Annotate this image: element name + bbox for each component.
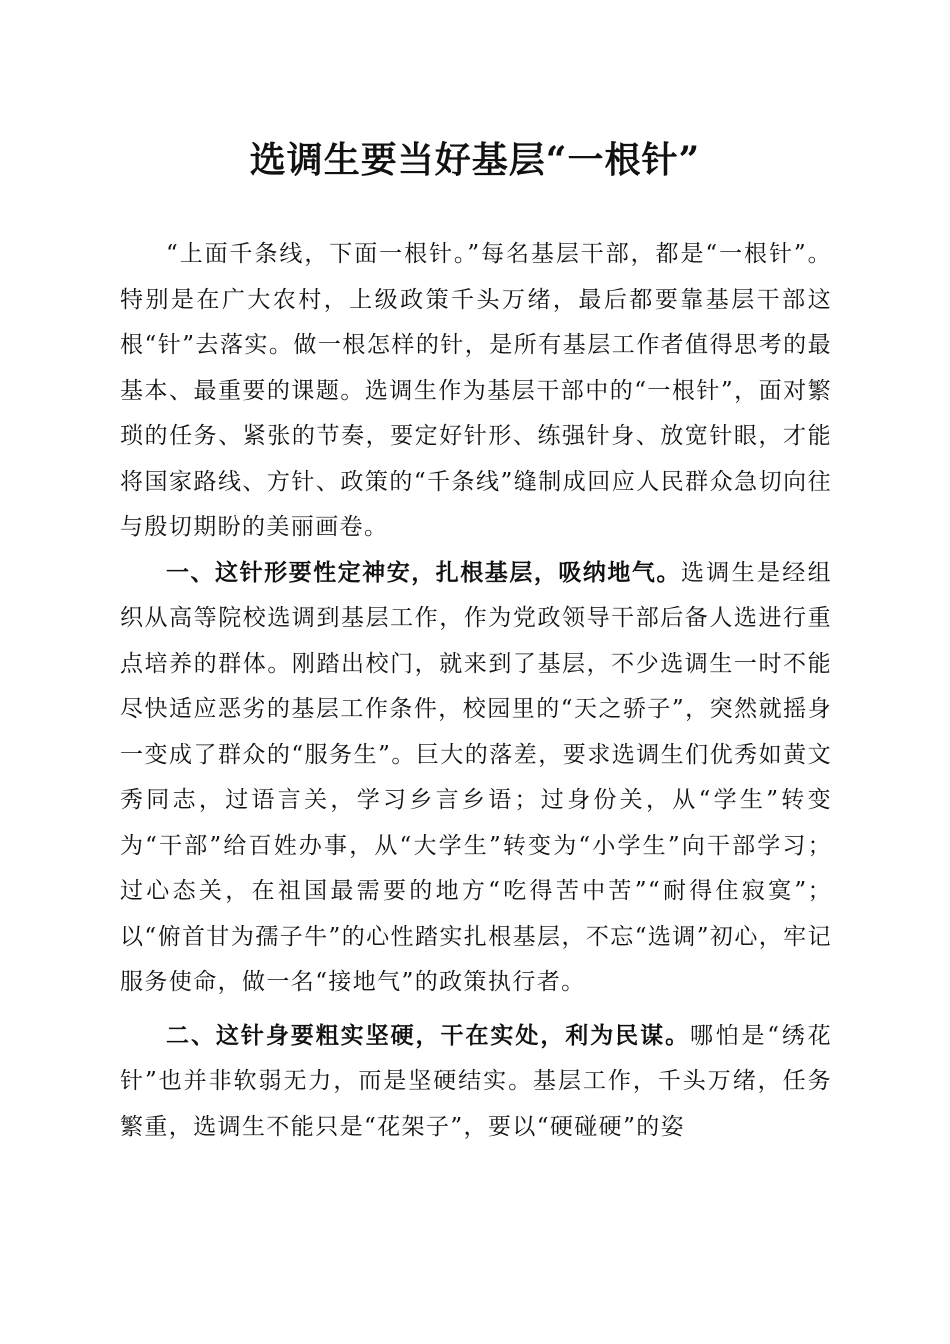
section-1-text: 选调生是经组织从高等院校选调到基层工作，作为党政领导干部后备人选进行重点培养的群体。刚踏出校门，就来到了基层，不少选调生一时不能尽快适应恶劣的基层工作条件，校园里的“天之骄子”，突然就摇身一变成了群众的“服务生”。巨大的落差，要求选调生们优秀如黄文秀同志，过语言关，学习乡言乡语；过身份关，从“学生”转变为“干部”给百姓办事，从“大学生”转变为“小学生”向干部学习；过心态关，在祖国最需要的地方“吃得苦中苦”“耐得住寂寞”；以“俯首甘为孺子牛”的心性踏实扎根基层，不忘“选调”初心，牢记服务使命，做一名“接地气”的政策执行者。 (120, 559, 832, 995)
document-title: 选调生要当好基层“一根针” (249, 139, 701, 181)
paragraph-section-2 (120, 1014, 832, 1151)
document-body (120, 232, 832, 1150)
section-2-heading: 二、这针身要粗实坚硬，干在实处，利为民谋。 (166, 1022, 691, 1049)
section-2-text: 哪怕是“绣花针”也并非软弱无力，而是坚硬结实。基层工作，千头万绪，任务繁重，选调生不能只是“花架子”，要以“硬碰硬”的姿 (120, 1022, 832, 1140)
paragraph-section-1 (120, 551, 832, 1006)
paragraph-intro-text: “上面千条线，下面一根针。”每名基层干部，都是“一根针”。特别是在广大农村，上级政策千头万绪，最后都要靠基层干部这根“针”去落实。做一根怎样的针，是所有基层工作者值得思考的最基本、最重要的课题。选调生作为基层干部中的“一根针”，面对繁琐的任务、紧张的节奏，要定好针形、练强针身、放宽针眼，才能将国家路线、方针、政策的“千条线”缝制成回应人民群众急切向往与殷切期盼的美丽画卷。 (120, 241, 832, 540)
section-1-heading: 一、这针形要性定神安，扎根基层，吸纳地气。 (166, 559, 681, 586)
paragraph-intro (120, 232, 832, 551)
